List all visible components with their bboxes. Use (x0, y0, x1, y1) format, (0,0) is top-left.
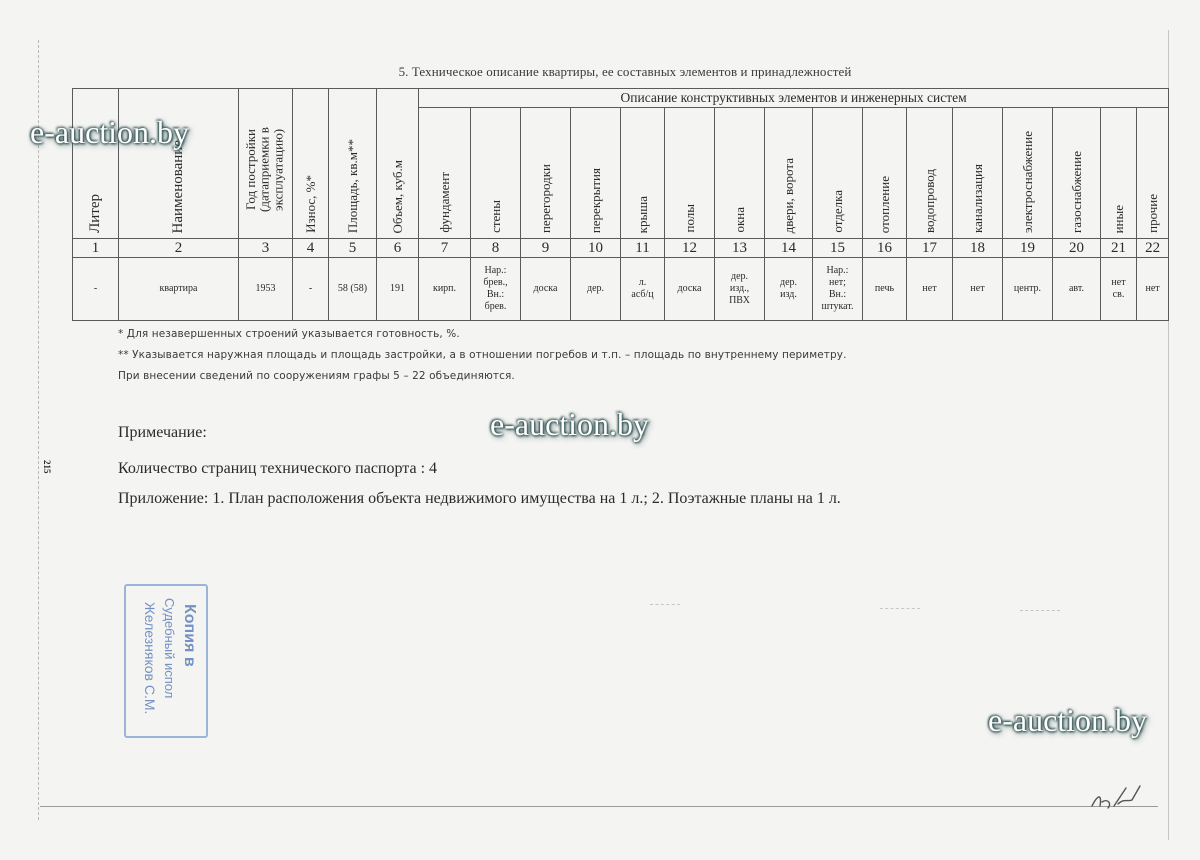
table-cell: л. асб/ц (621, 258, 665, 321)
page-left-edge (38, 40, 40, 820)
table-cell: доска (521, 258, 571, 321)
header-row-group (73, 89, 1169, 108)
column-number: 12 (665, 239, 715, 258)
column-number: 9 (521, 239, 571, 258)
table-cell: дер. изд., ПВХ (715, 258, 765, 321)
note-label: Примечание: (118, 424, 207, 441)
column-number: 22 (1137, 239, 1169, 258)
column-number: 11 (621, 239, 665, 258)
table-cell: 1953 (239, 258, 293, 321)
table-cell: нет св. (1101, 258, 1137, 321)
col-header: отопление (863, 108, 907, 239)
group-header: Описание конструктивных элементов и инженерных систем (419, 89, 1169, 108)
column-number: 20 (1053, 239, 1101, 258)
table-cell: нет (907, 258, 953, 321)
table-cell: дер. изд. (765, 258, 813, 321)
col-header: Наименование (119, 89, 239, 239)
footnote: При внесении сведений по сооружениям графы 5 – 22 объединяются. (118, 370, 515, 382)
col-header: стены (471, 108, 521, 239)
watermark: e-auction.by (988, 702, 1148, 738)
table-cell: - (293, 258, 329, 321)
col-header: перегородки (521, 108, 571, 239)
table-cell: кирп. (419, 258, 471, 321)
col-header: отделка (813, 108, 863, 239)
column-number: 14 (765, 239, 813, 258)
column-number: 16 (863, 239, 907, 258)
col-header: Износ, %* (293, 89, 329, 239)
table-cell: доска (665, 258, 715, 321)
technical-description-table (72, 88, 1169, 321)
table-cell: дер. (571, 258, 621, 321)
table-cell: Нар.: нет; Вн.: штукат. (813, 258, 863, 321)
watermark: e-auction.by (30, 114, 190, 150)
col-header: Литер (73, 89, 119, 239)
column-number: 1 (73, 239, 119, 258)
table-row (73, 258, 1169, 321)
watermark: e-auction.by (490, 406, 650, 442)
stamp-line: Копия в (181, 604, 198, 667)
stamp-line: Судебный испол (162, 598, 177, 699)
col-header: Год постройки (датаприемки в эксплуатацию) (239, 89, 293, 239)
col-header: канализация (953, 108, 1003, 239)
scan-mark (1020, 610, 1060, 612)
table-cell: 191 (377, 258, 419, 321)
stamp-line: Железняков С.М. (142, 602, 158, 715)
column-number: 6 (377, 239, 419, 258)
column-number: 18 (953, 239, 1003, 258)
col-header: полы (665, 108, 715, 239)
col-header: окна (715, 108, 765, 239)
signature-mark (1088, 780, 1148, 816)
col-header: фундамент (419, 108, 471, 239)
table-cell: 58 (58) (329, 258, 377, 321)
col-header: двери, ворота (765, 108, 813, 239)
scan-mark (650, 604, 680, 606)
column-number: 4 (293, 239, 329, 258)
column-number-row (73, 239, 1169, 258)
column-number: 15 (813, 239, 863, 258)
column-number: 10 (571, 239, 621, 258)
col-header: Площадь, кв.м** (329, 89, 377, 239)
column-number: 8 (471, 239, 521, 258)
col-header: прочие (1137, 108, 1169, 239)
table-cell: нет (1137, 258, 1169, 321)
col-header: водопровод (907, 108, 953, 239)
table-title: 5. Техническое описание квартиры, ее составных элементов и принадлежностей (398, 64, 852, 79)
column-number: 5 (329, 239, 377, 258)
column-number: 2 (119, 239, 239, 258)
column-number: 3 (239, 239, 293, 258)
col-header: Объем, куб.м (377, 89, 419, 239)
table-cell: - (73, 258, 119, 321)
table-cell: нет (953, 258, 1003, 321)
col-header: иные (1101, 108, 1137, 239)
page-count-line: Количество страниц технического паспорта : 4 (118, 460, 438, 477)
table-cell: авт. (1053, 258, 1101, 321)
page-bottom-rule (40, 806, 1158, 808)
column-number: 13 (715, 239, 765, 258)
table-cell: печь (863, 258, 907, 321)
table-cell: центр. (1003, 258, 1053, 321)
col-header: перекрытия (571, 108, 621, 239)
table-cell: квартира (119, 258, 239, 321)
column-number: 19 (1003, 239, 1053, 258)
appendix-line: Приложение: 1. План расположения объекта недвижимого имущества на 1 л.; 2. Поэтажные планы на 1 л. (118, 490, 841, 507)
table-cell: Нар.: брев., Вн.: брев. (471, 258, 521, 321)
col-header: крыша (621, 108, 665, 239)
column-number: 7 (419, 239, 471, 258)
footnote: ** Указывается наружная площадь и площадь застройки, а в отношении погребов и т.п. – площадь по внутреннему периметру. (118, 349, 847, 361)
col-header: электроснабжение (1003, 108, 1053, 239)
col-header: газоснабжение (1053, 108, 1101, 239)
footnote: * Для незавершенных строений указывается готовность, %. (118, 328, 460, 340)
page-number: 215 (42, 460, 52, 474)
column-number: 17 (907, 239, 953, 258)
scan-mark (880, 608, 920, 610)
column-number: 21 (1101, 239, 1137, 258)
